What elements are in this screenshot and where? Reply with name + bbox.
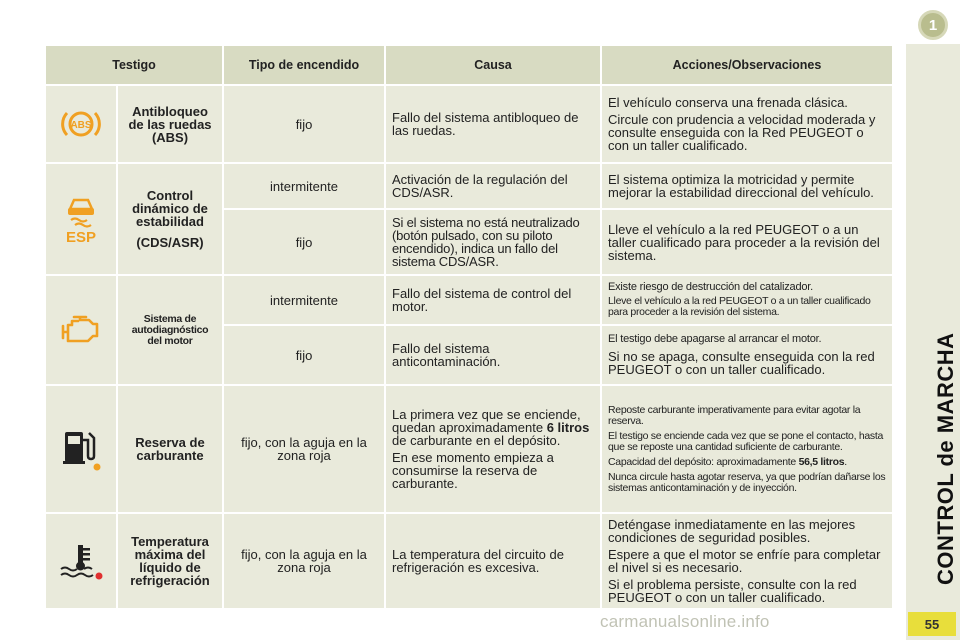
- temp-tipo: fijo, con la aguja en la zona roja: [223, 513, 385, 609]
- abs-icon: [45, 85, 117, 163]
- esp-r2-acciones: Lleve el vehículo a la red PEUGEOT o a un taller cualificado para proceder a la revisión del sistema.: [601, 209, 893, 275]
- abs-tipo: fijo: [223, 85, 385, 163]
- fuel-acc-3: [608, 457, 886, 468]
- abs-acc-1: El vehículo conserva una frenada clásica.: [608, 95, 848, 110]
- motor-r1-tipo: intermitente: [223, 275, 385, 325]
- watermark: carmanualsonline.info: [600, 612, 770, 631]
- fuel-causa-1a: La primera vez que se enciende, quedan aproximadamente: [392, 407, 581, 435]
- table-row-fuel: [45, 385, 893, 513]
- fuel-acc-3c: .: [844, 455, 847, 468]
- header-testigo: Testigo: [45, 45, 223, 85]
- engine-icon: [45, 275, 117, 385]
- coolant-temp-icon: [45, 513, 117, 609]
- chapter-number-badge: 1: [918, 10, 948, 40]
- motor-r2-acc-1: El testigo debe apagarse al arrancar el motor.: [608, 333, 822, 346]
- warning-lights-table: [44, 44, 894, 610]
- esp-name: [117, 163, 223, 275]
- motor-name: Sistema de autodiagnóstico del motor: [117, 275, 223, 385]
- motor-r1-acciones: [601, 275, 893, 325]
- fuel-tipo: fijo, con la aguja en la zona roja: [223, 385, 385, 513]
- abs-acc-2: Circule con prudencia a velocidad moderada y consulte enseguida con la Red PEUGEOT o con un taller cualificado.: [608, 112, 876, 153]
- page-number: 55: [908, 612, 956, 636]
- header-acciones: Acciones/Observaciones: [601, 45, 893, 85]
- motor-r1-acc-2: Lleve el vehículo a la red PEUGEOT o a un taller cualificado para proceder a la revisión del sistema.: [608, 294, 871, 318]
- fuel-pump-icon: [45, 385, 117, 513]
- temp-name: Temperatura máxima del líquido de refrigeración: [117, 513, 223, 609]
- table-header-row: [45, 45, 893, 85]
- motor-r2-acc-2: Si no se apaga, consulte enseguida con la red PEUGEOT o con un taller cualificado.: [608, 348, 875, 377]
- motor-r2-causa: Fallo del sistema anticontaminación.: [385, 325, 601, 385]
- abs-acciones: [601, 85, 893, 163]
- esp-r1-tipo: intermitente: [223, 163, 385, 209]
- temp-acciones: [601, 513, 893, 609]
- table-row-temp: [45, 513, 893, 609]
- fuel-acc-3a: Capacidad del depósito: aproximadamente: [608, 455, 796, 468]
- header-tipo: Tipo de encendido: [223, 45, 385, 85]
- esp-icon: [45, 163, 117, 275]
- fuel-causa-1: [392, 408, 594, 447]
- abs-causa: Fallo del sistema antibloqueo de las ruedas.: [385, 85, 601, 163]
- fuel-causa-2: En ese momento empieza a consumirse la reserva de carburante.: [392, 450, 554, 491]
- table-row-abs: [45, 85, 893, 163]
- temp-acc-3: Si el problema persiste, consulte con la red PEUGEOT o con un taller cualificado.: [608, 577, 857, 605]
- header-causa: Causa: [385, 45, 601, 85]
- motor-r1-causa: Fallo del sistema de control del motor.: [385, 275, 601, 325]
- esp-r2-causa: Si el sistema no está neutralizado (botón pulsado, con su piloto encendido), indica un fallo del sistema CDS/ASR.: [385, 209, 601, 275]
- esp-r2-tipo: fijo: [223, 209, 385, 275]
- temp-acc-2: Espere a que el motor se enfríe para completar el nivel si es necesario.: [608, 547, 881, 575]
- motor-r2-acciones: [601, 325, 893, 385]
- motor-r2-tipo: fijo: [223, 325, 385, 385]
- chapter-title: CONTROL de MARCHA: [933, 332, 958, 585]
- esp-r1-acciones: El sistema optimiza la motricidad y permite mejorar la estabilidad direccional del vehículo.: [601, 163, 893, 209]
- svg-text:ESP: ESP: [65, 229, 97, 244]
- esp-name-2: (CDS/ASR): [136, 235, 204, 250]
- temp-causa: La temperatura del circuito de refrigeración es excesiva.: [385, 513, 601, 609]
- fuel-causa: [385, 385, 601, 513]
- motor-r1-acc-1: Existe riesgo de destrucción del catalizador.: [608, 281, 814, 294]
- fuel-acc-4: Nunca circule hasta agotar reserva, ya que podrían dañarse los sistemas anticontaminación y de inyección.: [608, 470, 886, 494]
- table-row-esp-1: [45, 163, 893, 209]
- fuel-acc-1: Reposte carburante imperativamente para evitar agotar la reserva.: [608, 403, 861, 427]
- temp-acc-1: Deténgase inmediatamente en las mejores condiciones de seguridad posibles.: [608, 517, 856, 545]
- abs-name: Antibloqueo de las ruedas (ABS): [117, 85, 223, 163]
- esp-name-1: Control dinámico de estabilidad: [132, 188, 208, 229]
- fuel-acciones: [601, 385, 893, 513]
- esp-r1-causa: Activación de la regulación del CDS/ASR.: [385, 163, 601, 209]
- table-row-motor-1: [45, 275, 893, 325]
- svg-text:ABS: ABS: [70, 120, 92, 131]
- fuel-acc-3b: 56,5 litros: [798, 455, 845, 468]
- fuel-acc-2: El testigo se enciende cada vez que se pone el contacto, hasta que se reposte una cantidad suficiente de carburante.: [608, 429, 884, 453]
- fuel-causa-1b: 6 litros: [546, 420, 590, 435]
- fuel-causa-1c: de carburante en el depósito.: [392, 433, 561, 448]
- fuel-name: Reserva de carburante: [117, 385, 223, 513]
